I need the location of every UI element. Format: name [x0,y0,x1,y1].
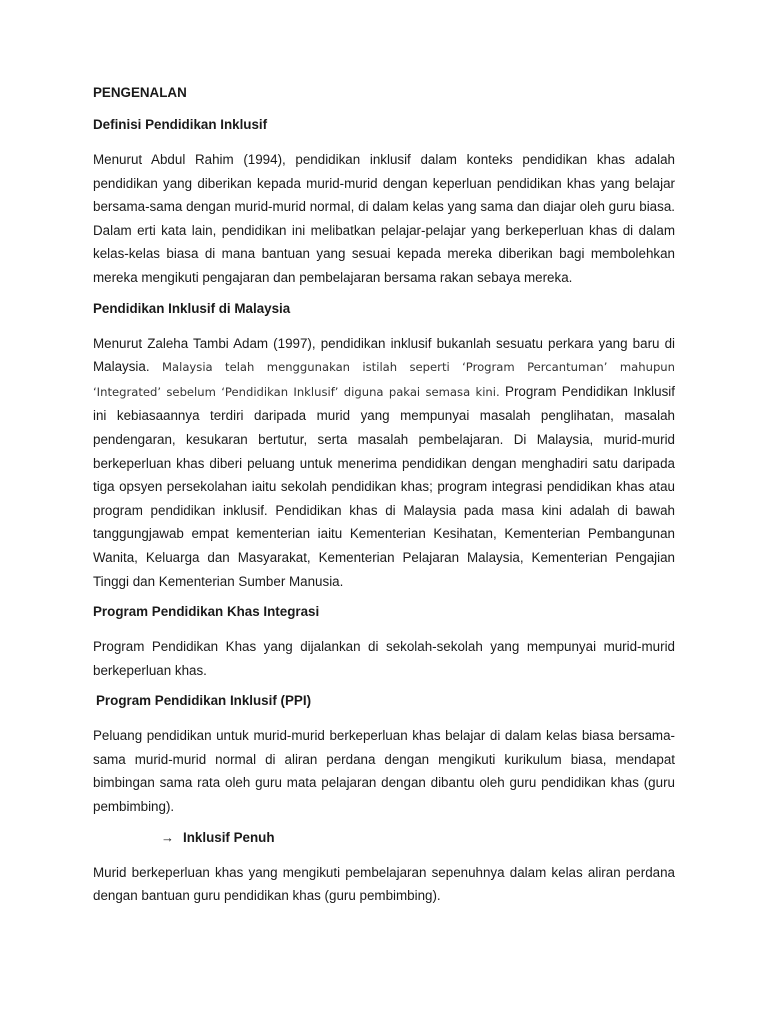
heading-ppi: Program Pendidikan Inklusif (PPI) [96,693,312,709]
heading-integrasi: Program Pendidikan Khas Integrasi [93,604,320,620]
paragraph-integrasi: Program Pendidikan Khas yang dijalankan di sekolah-sekolah yang mempunyai murid-murid berkeperluan khas. [93,639,675,678]
paragraph-definisi: Menurut Abdul Rahim (1994), pendidikan inklusif dalam konteks pendidikan khas adalah pendidikan yang diberikan kepada murid-murid dengan keperluan pendidikan khas yang belajar bersama-sama dengan murid-murid normal, di dalam kelas yang sama dan diajar oleh guru biasa. Dalam erti kata lain, pendidikan ini melibatkan pelajar-pelajar yang berkeperluan khas di dalam kelas-kelas biasa di mana bantuan yang sesuai kepada mereka diberikan bagi membolehkan mereka mengikuti pengajaran dan pembelajaran bersama rakan sebaya mereka. [93,152,675,285]
arrow-right-icon: → [161,829,174,845]
paragraph-ppi: Peluang pendidikan untuk murid-murid berkeperluan khas belajar di dalam kelas biasa bersama-sama murid-murid normal di aliran perdana dengan mengikuti kurikulum biasa, mendapat bimbingan sama rata oleh guru mata pelajaran dengan dibantu oleh guru pendidikan khas (guru pembimbing). [93,728,675,815]
heading-definisi: Definisi Pendidikan Inklusif [93,117,268,132]
paragraph-malaysia-part1: Menurut Zaleha Tambi Adam (1997), pendidikan inklusif bukanlah sesuatu perkara yang baru di Malaysia. [93,335,675,375]
subheading-inklusif-penuh [93,829,675,847]
document-page [93,84,675,918]
heading-malaysia: Pendidikan Inklusif di Malaysia [93,300,291,316]
paragraph-malaysia-part3: Program Pendidikan Inklusif ini kebiasaannya terdiri daripada murid yang mempunyai masalah penglihatan, masalah pendengaran, kesukaran bertutur, serta masalah pembelajaran. Di Malaysia, murid-murid berkeperluan khas diberi peluang untuk menerima pendidikan dengan menghadiri satu daripada tiga opsyen persekolahan iaitu sekolah pendidikan khas; program integrasi pendidikan khas atau program pendidikan inklusif. Pendidikan khas di Malaysia pada masa kini adalah di bawah tanggungjawab empat kementerian iaitu Kementerian Kesihatan, Kementerian Pembangunan Wanita, Keluarga dan Masyarakat, Kementerian Pelajaran Malaysia, Kementerian Pengajian Tinggi dan Kementerian Sumber Manusia. [93,383,675,589]
document-title: PENGENALAN [93,85,187,100]
heading-inklusif-penuh: Inklusif Penuh [183,829,275,845]
paragraph-malaysia [93,332,675,594]
paragraph-malaysia-part2: Malaysia telah menggunakan istilah seperti ‘Program Percantuman’ mahupun ‘Integrated’ sebelum ‘Pendidikan Inklusif’ diguna pakai semasa kini. [93,360,675,399]
paragraph-inklusif-penuh: Murid berkeperluan khas yang mengikuti pembelajaran sepenuhnya dalam kelas aliran perdana dengan bantuan guru pendidikan khas (guru pembimbing). [93,864,675,904]
